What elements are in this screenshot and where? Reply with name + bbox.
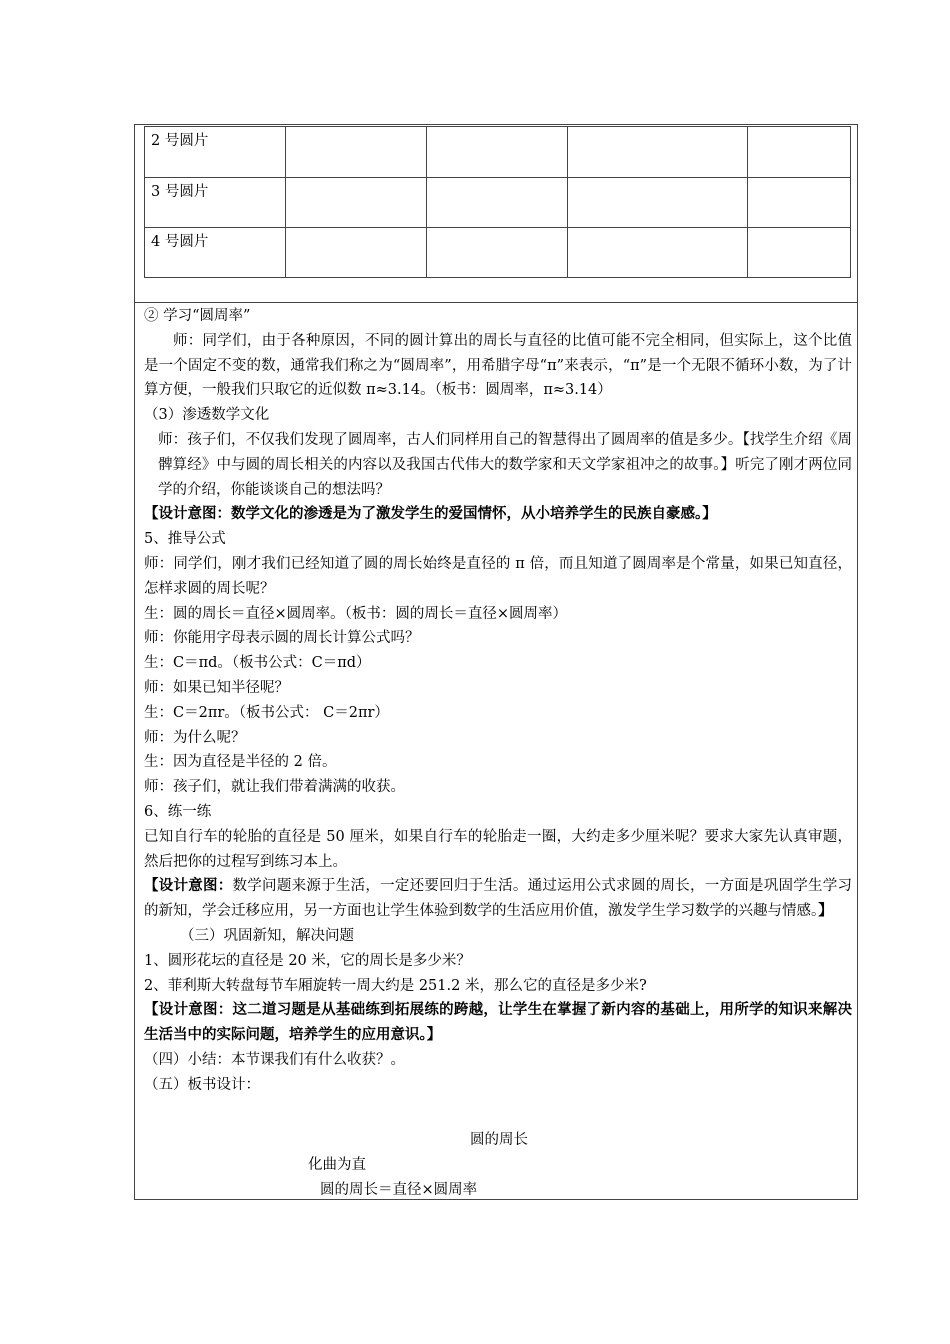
design-intent: 【设计意图：数学文化的渗透是为了激发学生的爱国情怀，从小培养学生的民族自豪感。】 [144, 505, 717, 523]
table-cell [568, 228, 748, 278]
design-intent-close: 】 [818, 902, 833, 920]
paragraph: 师：同学们，由于各种原因，不同的圆计算出的周长与直径的比值可能不完全相同，但实际上，这个比值是一个固定不变的数，通常我们称之为“圆周率”，用希腊字母“π”来表示，“π”是一个无限不循环小数，为了计算方便，一般我们只取它的近似数 π≈3.14。（板书：圆周率，π≈3.14） [144, 332, 852, 399]
dialogue-line: 生：C＝2πr。（板书公式： C＝2πr） [144, 704, 389, 721]
exercise-item: 1、圆形花坛的直径是 20 米，它的周长是多少米？ [144, 952, 471, 969]
design-intent-label: 【设计意图： [144, 877, 233, 895]
dialogue-line: 师：为什么呢？ [144, 729, 246, 746]
table-cell [748, 127, 851, 178]
design-intent: 【设计意图：这二道习题是从基础练到拓展练的跨越，让学生在掌握了新内容的基础上，用所学的知识来解决生活当中的实际问题，培养学生的应用意识。】 [144, 1001, 852, 1044]
data-table [144, 126, 851, 278]
paragraph: 师：同学们，刚才我们已经知道了圆的周长始终是直径的 π 倍，而且知道了圆周率是个常量，如果已知直径，怎样求圆的周长呢？ [144, 555, 852, 597]
table-cell [427, 178, 568, 228]
table-row [145, 178, 851, 228]
table-cell [748, 228, 851, 278]
board-title: 圆的周长 [470, 1132, 528, 1148]
board-line: 圆的周长＝直径×圆周率 [320, 1182, 478, 1198]
subsection-heading: （3）渗透数学文化 [144, 407, 270, 424]
row-label: 4 号圆片 [145, 228, 286, 278]
table-cell [286, 178, 427, 228]
section-heading: （四）小结：本节课我们有什么收获？。 [144, 1051, 405, 1068]
subsection-heading: ② 学习“圆周率” [144, 308, 251, 324]
table-cell [427, 228, 568, 278]
table-row [145, 127, 851, 178]
paragraph: 师：孩子们，不仅我们发现了圆周率，古人们同样用自己的智慧得出了圆周率的值是多少。【找学生介绍《周髀算经》中与圆的周长相关的内容以及我国古代伟大的数学家和天文学家祖冲之的故事。】听完了刚才两位同学的介绍，你能谈谈自己的想法吗？ [158, 431, 852, 498]
row-label: 3 号圆片 [145, 178, 286, 228]
exercise-item: 2、菲利斯大转盘每节车厢旋转一周大约是 251.2 米，那么它的直径是多少米? [144, 977, 647, 994]
paragraph: 已知自行车的轮胎的直径是 50 厘米，如果自行车的轮胎走一圈，大约走多少厘米呢？要求大家先认真审题，然后把你的过程写到练习本上。 [144, 828, 852, 870]
dialogue-line: 生：C＝πd。（板书公式：C＝πd） [144, 655, 371, 672]
design-intent [144, 874, 852, 924]
row-label: 2 号圆片 [145, 127, 286, 178]
dialogue-line: 师：孩子们，就让我们带着满满的收获。 [144, 779, 405, 796]
section-heading: 5、推导公式 [144, 531, 226, 548]
table-cell [286, 127, 427, 178]
dialogue-line: 师：你能用字母表示圆的周长计算公式吗？ [144, 630, 420, 647]
table-cell [568, 127, 748, 178]
dialogue-line: 师：如果已知半径呢？ [144, 679, 289, 696]
section-heading: 6、练一练 [144, 803, 212, 820]
dialogue-line: 生：圆的周长＝直径×圆周率。（板书：圆的周长＝直径×圆周率） [144, 605, 568, 622]
dialogue-line: 生：因为直径是半径的 2 倍。 [144, 754, 337, 771]
table-row [145, 228, 851, 278]
lesson-content [144, 304, 852, 1098]
table-cell [286, 228, 427, 278]
section-divider [134, 302, 858, 303]
section-heading: （五）板书设计： [144, 1076, 260, 1093]
table-cell [748, 178, 851, 228]
design-intent-body: 数学问题来源于生活，一定还要回归于生活。通过运用公式求圆的周长，一方面是巩固学生学习的新知，学会迁移应用，另一方面也让学生体验到数学的生活应用价值，激发学生学习数学的兴趣与情感。 [144, 878, 853, 920]
table-cell [427, 127, 568, 178]
table-cell [568, 178, 748, 228]
board-line: 化曲为直 [308, 1157, 366, 1173]
section-heading: （三）巩固新知，解决问题 [180, 927, 354, 944]
